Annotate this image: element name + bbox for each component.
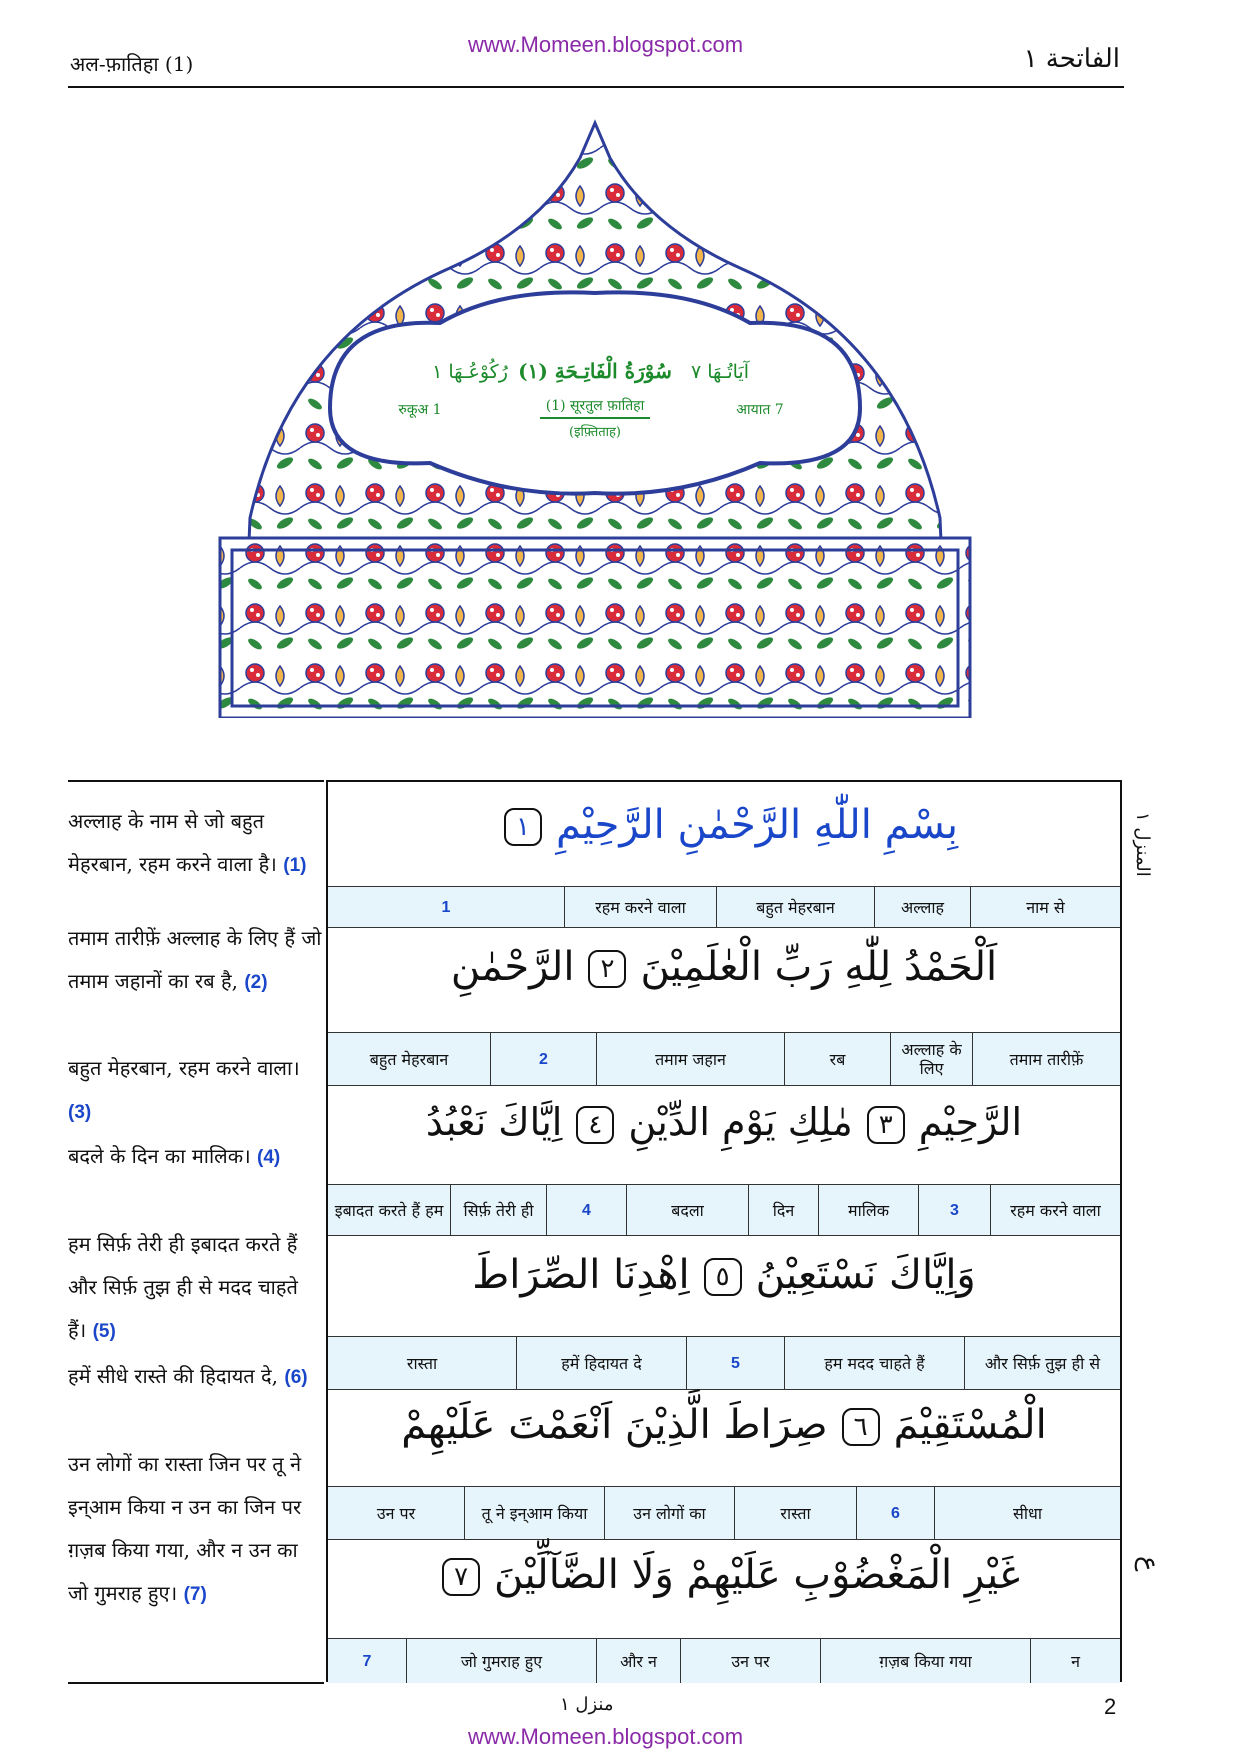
header-surah-title: अल-फ़ातिहा (1) [70, 52, 194, 76]
translation-ayah-1: अल्लाह के नाम से जो बहुत मेहरबान, रहम करने वाला है। (1) [68, 809, 307, 876]
word-cell: अल्लाह के लिए [890, 1033, 972, 1085]
translation-ayah-5: हम सिर्फ़ तेरी ही इबादत करते हैं और सिर्फ़ तुझ ही से मदद चाहते हैं। (5) [68, 1232, 298, 1342]
margin-manzil-label: المنزل ١ [1132, 812, 1153, 877]
ayah-marker-3: ٣ [867, 1106, 905, 1144]
ornament-ruku-hindi: रुकूअ 1 [398, 402, 442, 418]
word-cell: सिर्फ़ तेरी ही [450, 1185, 546, 1235]
word-cell: सीधा [934, 1487, 1120, 1539]
word-cell-number: 7 [362, 1652, 372, 1670]
word-cell: रास्ता [406, 1353, 438, 1373]
word-cell: नाम से [970, 887, 1120, 927]
margin-ruku-sign: ع [1134, 1556, 1164, 1572]
footer-manzil: منزل ١ [560, 1694, 614, 1715]
ornament-ruku-arabic: رُكُوْعُـهَا ١ [432, 361, 508, 383]
ornament-ayat-arabic: آيَاتُـهَا ٧ [690, 361, 750, 383]
word-cell: और सिर्फ़ तुझ ही से [964, 1337, 1120, 1389]
ayah-marker-4: ٤ [576, 1106, 614, 1144]
side-column-top-border [68, 780, 324, 782]
word-cell-number: 3 [918, 1185, 990, 1235]
word-cell: तमाम जहान [596, 1033, 784, 1085]
ornament-surah-arabic: (١) سُوْرَةُ الْفَاتِـحَةِ [518, 359, 672, 383]
word-cell: मालिक [818, 1185, 918, 1235]
arabic-line-5: الْمُسْتَقِيْمَ٦صِرَاطَ الَّذِيْنَ اَنْعَمْتَ عَلَيْهِمْ [401, 1402, 1047, 1448]
ayah-marker-7: ٧ [442, 1558, 480, 1596]
word-cell-number: 1 [441, 898, 451, 916]
word-cell: और न [596, 1639, 680, 1683]
ayah-marker-6: ٦ [842, 1408, 880, 1446]
translation-ayah-7: उन लोगों का रास्ता जिन पर तू ने इन्आम किया न उन का जिन पर ग़ज़ब किया गया, और न उन का जो गुमराह हुए। (7) [68, 1452, 302, 1605]
word-cell: बहुत मेहरबान [369, 1049, 449, 1069]
arabic-line-1: بِسْمِ اللّٰهِ الرَّحْمٰنِ الرَّحِيْمِ١ [328, 802, 1120, 848]
ayah-marker-5: ٥ [704, 1258, 742, 1296]
word-row-1 [328, 886, 1120, 928]
word-cell: उन पर [376, 1503, 416, 1523]
arabic-line-4: وَاِيَّاكَ نَسْتَعِيْنُ٥اِهْدِنَا الصِّرَاطَ [472, 1252, 976, 1298]
word-row-3 [328, 1184, 1120, 1236]
ornament-ayat-hindi: आयात 7 [736, 402, 784, 418]
header-divider [68, 86, 1124, 88]
word-cell: जो गुमराह हुए [406, 1639, 596, 1683]
word-cell: रहम करने वाला [564, 887, 716, 927]
word-cell: रहम करने वाला [990, 1185, 1120, 1235]
translation-ayah-3: बहुत मेहरबान, रहम करने वाला। (3) [68, 1056, 300, 1123]
word-cell: ग़ज़ब किया गया [820, 1639, 1030, 1683]
header-surah-title-arabic: الفاتحة ١ [1023, 44, 1120, 74]
word-cell: इबादत करते हैं हम [334, 1200, 444, 1220]
site-url-top[interactable]: www.Momeen.blogspot.com [468, 32, 744, 57]
translation-ayah-6: हमें सीधे रास्ते की हिदायत दे, (6) [68, 1364, 308, 1388]
word-cell-number: 4 [546, 1185, 626, 1235]
translation-ayah-4: बदले के दिन का मालिक। (4) [68, 1144, 281, 1168]
word-cell: हम मदद चाहते हैं [784, 1337, 964, 1389]
site-url-bottom[interactable]: www.Momeen.blogspot.com [468, 1724, 744, 1749]
surah-heading-ornament [180, 118, 1010, 718]
quran-text-box [326, 780, 1122, 1682]
ayah-marker-1: ١ [504, 808, 542, 846]
ornament-subtitle-hindi: (इफ़्तिताह) [569, 425, 621, 440]
word-cell-number: 2 [490, 1033, 596, 1085]
word-cell: रास्ता [734, 1487, 856, 1539]
side-translation-column [68, 800, 322, 1616]
arabic-line-3: الرَّحِيْمِ٣مٰلِكِ يَوْمِ الدِّيْنِ٤اِيَّاكَ نَعْبُدُ [425, 1100, 1023, 1144]
word-cell: बदला [626, 1185, 748, 1235]
side-column-bottom-border [68, 1682, 324, 1684]
word-cell: रब [784, 1033, 890, 1085]
word-row-6 [328, 1638, 1120, 1683]
ayah-marker-2: ٢ [588, 950, 626, 988]
translation-ayah-2: तमाम तारीफ़ें अल्लाह के लिए हैं जो तमाम जहानों का रब है, (2) [68, 926, 322, 993]
word-row-4 [328, 1336, 1120, 1390]
word-cell: तमाम तारीफ़ें [972, 1033, 1120, 1085]
page-number: 2 [1104, 1694, 1117, 1719]
word-cell: तू ने इन्आम किया [464, 1487, 604, 1539]
word-row-2 [328, 1032, 1120, 1086]
word-cell: उन लोगों का [604, 1487, 734, 1539]
word-cell-number: 5 [686, 1337, 784, 1389]
word-cell: न [1030, 1639, 1120, 1683]
arabic-line-2: اَلْحَمْدُ لِلّٰهِ رَبِّ الْعٰلَمِيْنَ٢الرَّحْمٰنِ [450, 944, 998, 990]
arabic-line-6: غَيْرِ الْمَغْضُوْبِ عَلَيْهِمْ وَلَا الضَّآلِّيْنَ٧ [328, 1552, 1120, 1598]
word-cell: दिन [748, 1185, 818, 1235]
word-cell: बहुत मेहरबान [716, 887, 874, 927]
word-cell: उन पर [680, 1639, 820, 1683]
word-row-5 [328, 1486, 1120, 1540]
word-cell: हमें हिदायत दे [516, 1337, 686, 1389]
word-cell: अल्लाह [874, 887, 970, 927]
ornament-surah-hindi: (1) सूरतुल फ़ातिहा [545, 398, 645, 414]
word-cell-number: 6 [856, 1487, 934, 1539]
